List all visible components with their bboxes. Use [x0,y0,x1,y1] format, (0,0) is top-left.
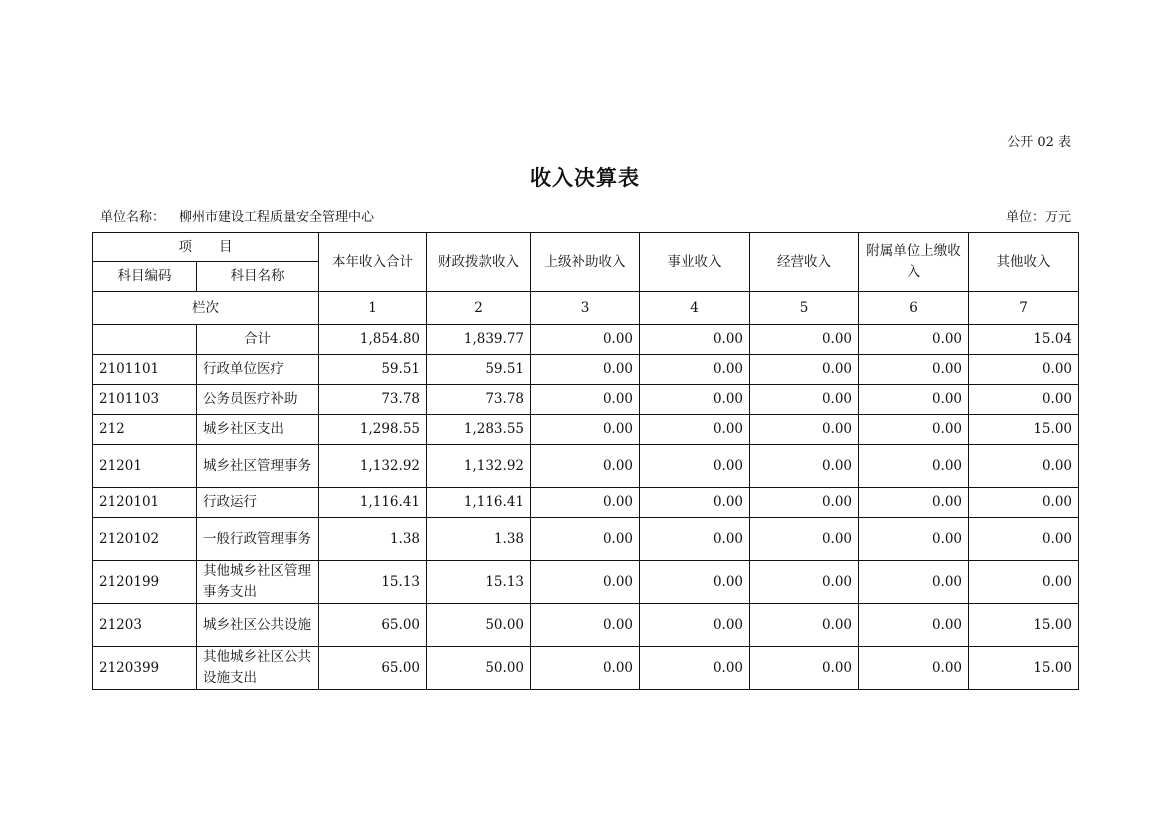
subject-name: 一般行政管理事务 [197,518,319,561]
cell-superior-subsidy: 0.00 [531,415,640,445]
table-row [93,647,1079,690]
column-number: 6 [859,292,969,325]
income-statement-table [92,232,1079,690]
unit-name-value: 柳州市建设工程质量安全管理中心 [179,210,375,225]
cell-fiscal-appropriation: 1.38 [427,518,531,561]
cell-business-income: 0.00 [640,488,750,518]
cell-fiscal-appropriation: 15.13 [427,561,531,604]
table-row [93,561,1079,604]
subject-name: 公务员医疗补助 [197,385,319,415]
cell-other-income: 0.00 [969,445,1079,488]
subject-name: 行政运行 [197,488,319,518]
cell-affiliated-income: 0.00 [859,647,969,690]
cell-business-income: 0.00 [640,647,750,690]
cell-affiliated-income: 0.00 [859,488,969,518]
cell-operating-income: 0.00 [750,488,859,518]
table-row [93,488,1079,518]
unit-name-line [100,206,374,225]
cell-superior-subsidy: 0.00 [531,518,640,561]
subject-name: 其他城乡社区公共设施支出 [197,647,319,690]
cell-business-income: 0.00 [640,325,750,355]
subject-code [93,325,197,355]
cell-fiscal-appropriation: 73.78 [427,385,531,415]
subject-code: 2120199 [93,561,197,604]
subject-name: 城乡社区公共设施 [197,604,319,647]
cell-operating-income: 0.00 [750,518,859,561]
subject-code: 2120399 [93,647,197,690]
column-number: 5 [750,292,859,325]
header-project: 项 目 [93,233,319,262]
header-row [93,233,1079,262]
column-number-label: 栏次 [93,292,319,325]
header-other-income: 其他收入 [969,233,1079,292]
table-row [93,518,1079,561]
cell-fiscal-appropriation: 50.00 [427,647,531,690]
cell-operating-income: 0.00 [750,385,859,415]
cell-total-income: 1,132.92 [319,445,427,488]
header-business-income: 事业收入 [640,233,750,292]
cell-total-income: 65.00 [319,604,427,647]
cell-fiscal-appropriation: 1,132.92 [427,445,531,488]
subject-name: 城乡社区支出 [197,415,319,445]
subject-code: 212 [93,415,197,445]
cell-superior-subsidy: 0.00 [531,488,640,518]
subject-code: 2120102 [93,518,197,561]
cell-business-income: 0.00 [640,561,750,604]
subject-code: 2101103 [93,385,197,415]
cell-other-income: 15.04 [969,325,1079,355]
cell-operating-income: 0.00 [750,445,859,488]
cell-other-income: 0.00 [969,488,1079,518]
cell-total-income: 65.00 [319,647,427,690]
cell-superior-subsidy: 0.00 [531,385,640,415]
header-subject-code: 科目编码 [93,262,197,292]
header-operating-income: 经营收入 [750,233,859,292]
cell-total-income: 15.13 [319,561,427,604]
cell-total-income: 73.78 [319,385,427,415]
header-fiscal-appropriation: 财政拨款收入 [427,233,531,292]
cell-operating-income: 0.00 [750,561,859,604]
table-row [93,355,1079,385]
cell-other-income: 15.00 [969,604,1079,647]
table-row [93,604,1079,647]
cell-total-income: 1,298.55 [319,415,427,445]
cell-fiscal-appropriation: 1,116.41 [427,488,531,518]
header-total-income: 本年收入合计 [319,233,427,292]
subject-name: 合计 [197,325,319,355]
cell-other-income: 15.00 [969,415,1079,445]
cell-operating-income: 0.00 [750,355,859,385]
cell-other-income: 0.00 [969,518,1079,561]
subject-name: 城乡社区管理事务 [197,445,319,488]
cell-affiliated-income: 0.00 [859,415,969,445]
cell-business-income: 0.00 [640,518,750,561]
cell-operating-income: 0.00 [750,604,859,647]
cell-fiscal-appropriation: 50.00 [427,604,531,647]
table-row [93,445,1079,488]
cell-other-income: 0.00 [969,385,1079,415]
column-number-row [93,292,1079,325]
header-affiliated-income: 附属单位上缴收入 [859,233,969,292]
cell-affiliated-income: 0.00 [859,445,969,488]
cell-affiliated-income: 0.00 [859,518,969,561]
column-number: 7 [969,292,1079,325]
cell-fiscal-appropriation: 59.51 [427,355,531,385]
table-row [93,385,1079,415]
form-number: 公开 02 表 [1007,135,1071,150]
column-number: 3 [531,292,640,325]
cell-other-income: 0.00 [969,561,1079,604]
subject-code: 2101101 [93,355,197,385]
subject-code: 21201 [93,445,197,488]
subject-name: 其他城乡社区管理事务支出 [197,561,319,604]
currency-unit: 单位：万元 [1005,210,1071,225]
cell-business-income: 0.00 [640,604,750,647]
cell-affiliated-income: 0.00 [859,385,969,415]
page-title: 收入决算表 [530,165,640,190]
cell-affiliated-income: 0.00 [859,355,969,385]
cell-superior-subsidy: 0.00 [531,647,640,690]
cell-superior-subsidy: 0.00 [531,355,640,385]
cell-affiliated-income: 0.00 [859,325,969,355]
cell-superior-subsidy: 0.00 [531,445,640,488]
cell-superior-subsidy: 0.00 [531,325,640,355]
cell-operating-income: 0.00 [750,647,859,690]
cell-business-income: 0.00 [640,445,750,488]
cell-total-income: 59.51 [319,355,427,385]
column-number: 1 [319,292,427,325]
cell-business-income: 0.00 [640,355,750,385]
column-number: 4 [640,292,750,325]
cell-affiliated-income: 0.00 [859,561,969,604]
subject-code: 2120101 [93,488,197,518]
subject-name: 行政单位医疗 [197,355,319,385]
cell-total-income: 1,854.80 [319,325,427,355]
table-row [93,325,1079,355]
cell-other-income: 0.00 [969,355,1079,385]
cell-operating-income: 0.00 [750,325,859,355]
cell-superior-subsidy: 0.00 [531,561,640,604]
unit-name-label: 单位名称： [100,210,166,225]
cell-fiscal-appropriation: 1,283.55 [427,415,531,445]
cell-business-income: 0.00 [640,415,750,445]
cell-other-income: 15.00 [969,647,1079,690]
column-number: 2 [427,292,531,325]
subject-code: 21203 [93,604,197,647]
cell-superior-subsidy: 0.00 [531,604,640,647]
header-subject-name: 科目名称 [197,262,319,292]
cell-affiliated-income: 0.00 [859,604,969,647]
header-superior-subsidy: 上级补助收入 [531,233,640,292]
cell-total-income: 1,116.41 [319,488,427,518]
cell-total-income: 1.38 [319,518,427,561]
table-row [93,415,1079,445]
cell-business-income: 0.00 [640,385,750,415]
cell-operating-income: 0.00 [750,415,859,445]
cell-fiscal-appropriation: 1,839.77 [427,325,531,355]
